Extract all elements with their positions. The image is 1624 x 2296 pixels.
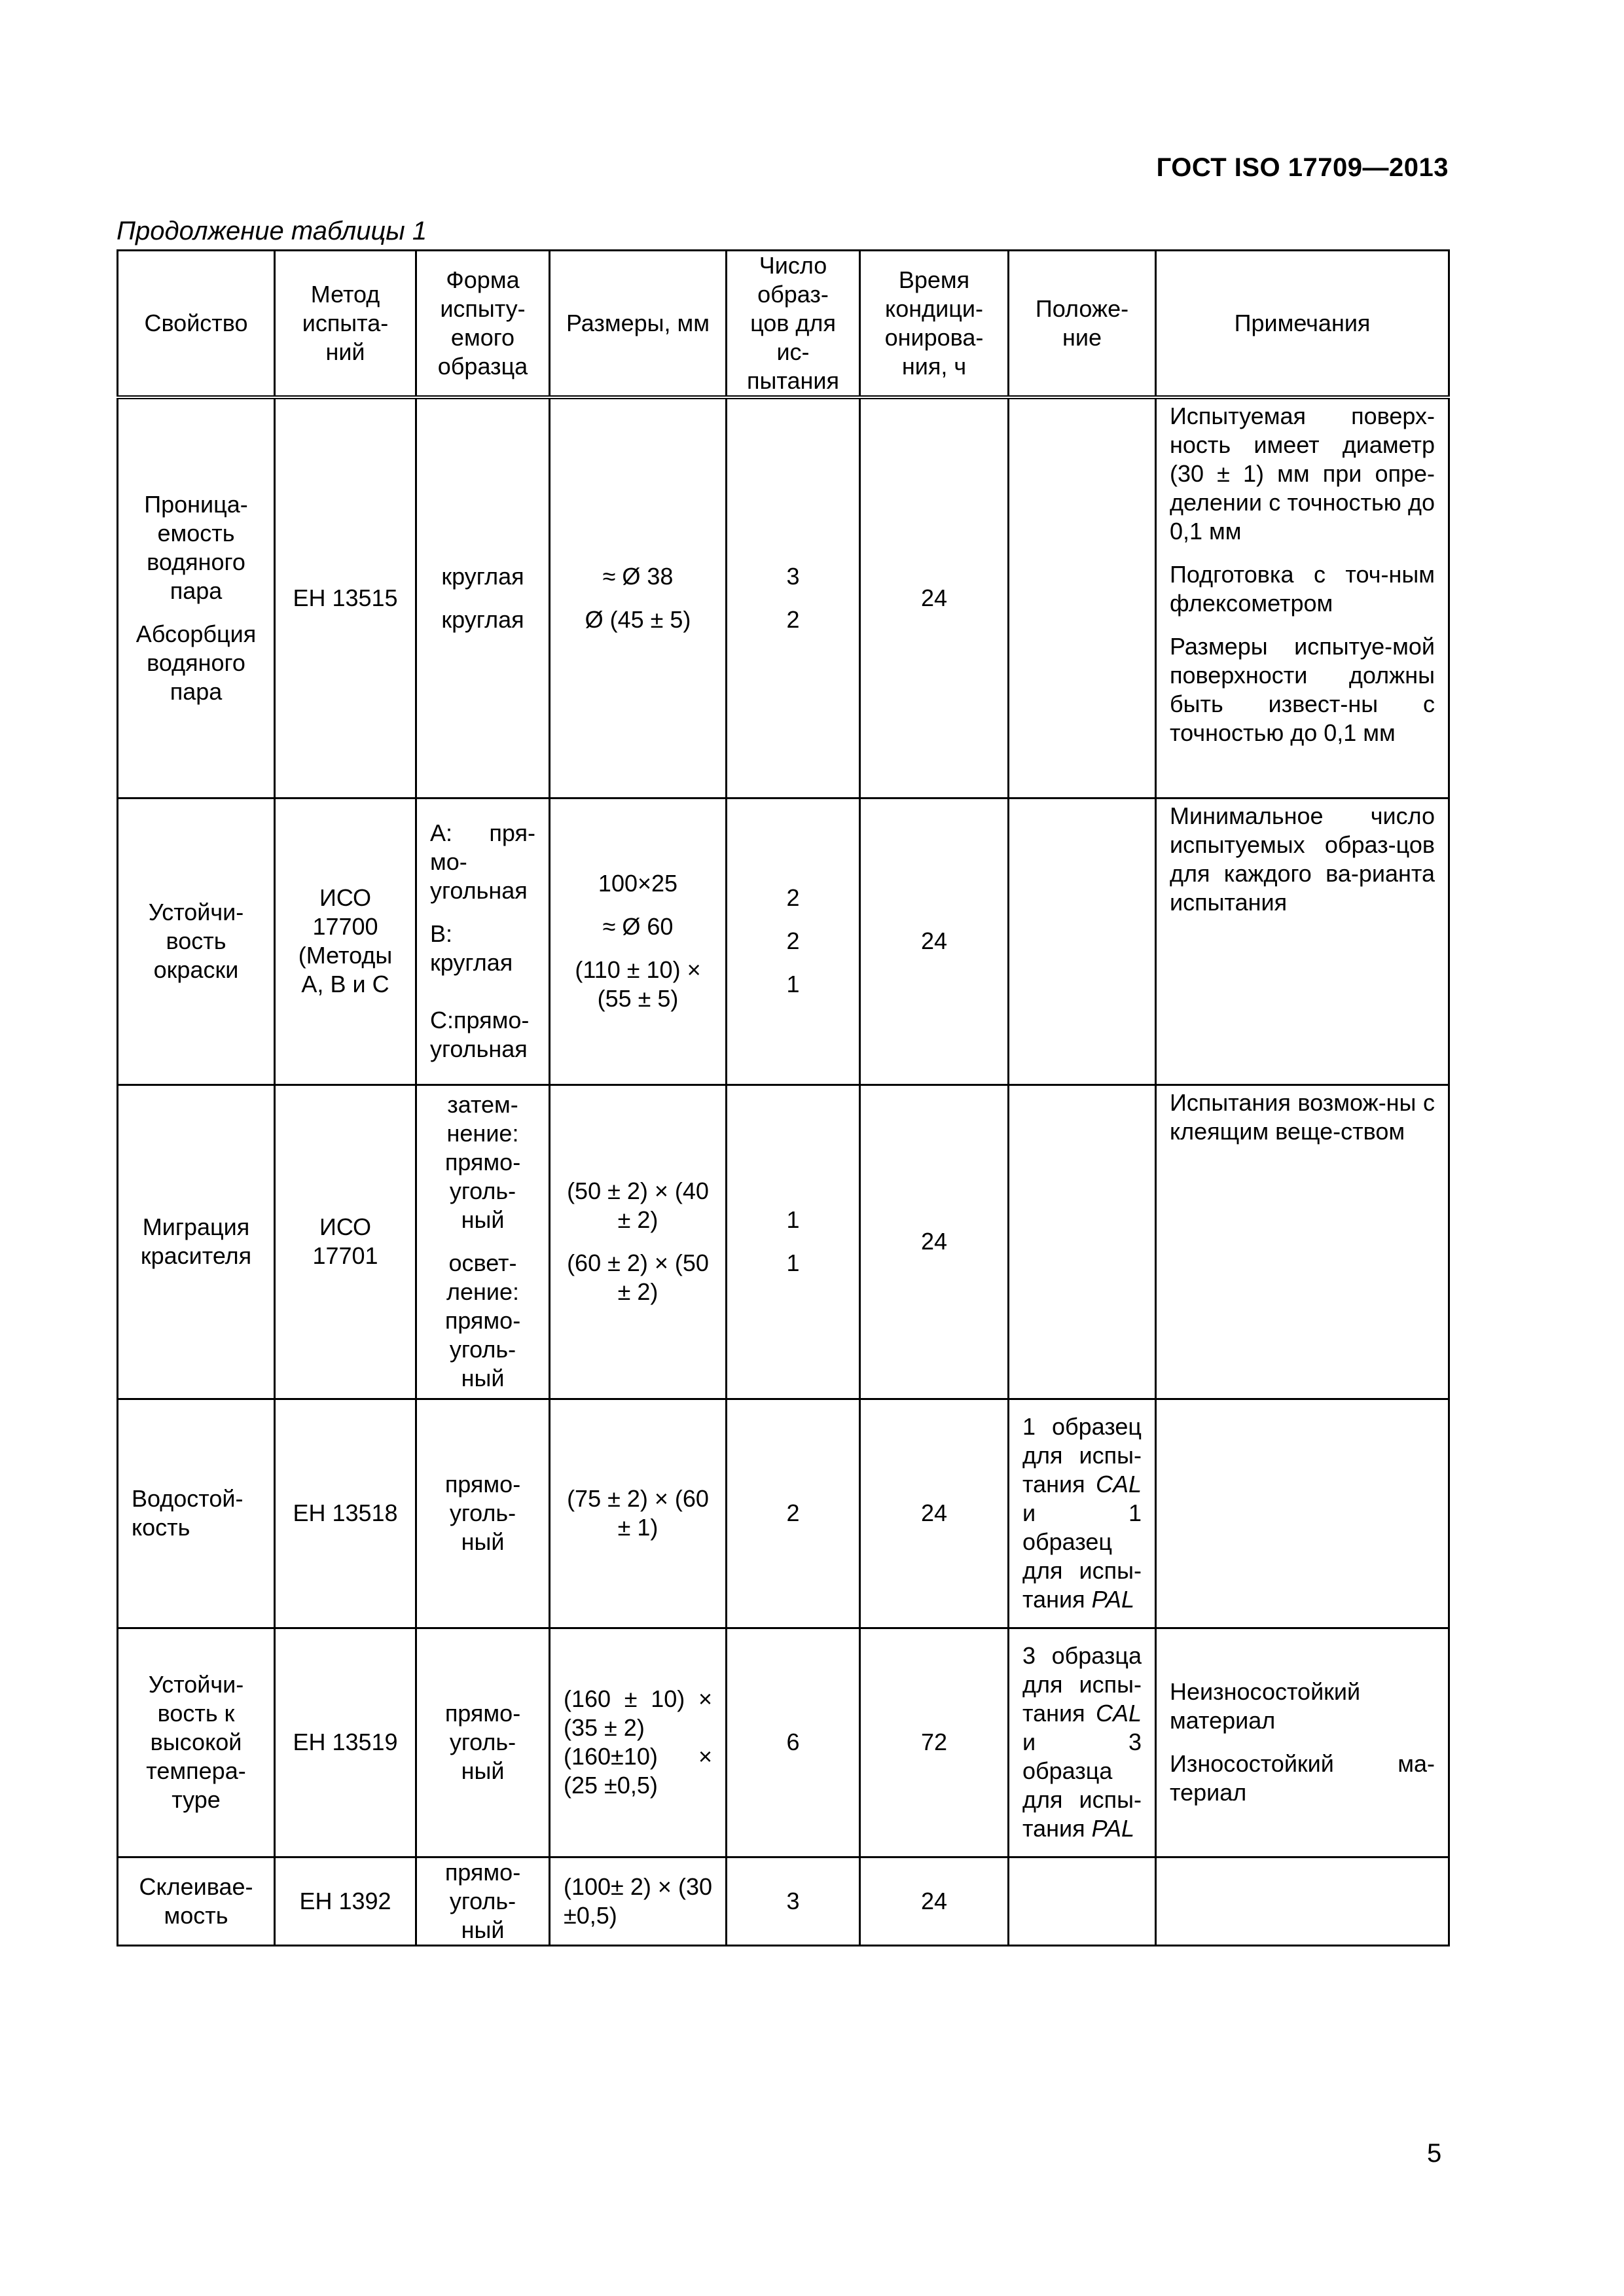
cell-size xyxy=(550,397,727,798)
cell-text: Испытуемая поверх-ность имеет диаметр (30 ± 1) мм при опре-делении с точностью до 0,1 мм xyxy=(1170,403,1435,545)
cell-form: прямо-уголь-ный xyxy=(416,1628,550,1857)
cell-text: CAL xyxy=(1095,1471,1142,1498)
cell-position xyxy=(1009,397,1156,798)
cell-text: ≈ Ø 60 xyxy=(602,913,674,940)
cell-time: 24 xyxy=(860,1399,1009,1628)
header-position: Положе-ние xyxy=(1009,251,1156,398)
cell-text: 1 xyxy=(786,1206,800,1233)
cell-text: PAL xyxy=(1091,1586,1134,1613)
cell-notes xyxy=(1156,1628,1449,1857)
cell-time: 72 xyxy=(860,1628,1009,1857)
cell-form xyxy=(416,798,550,1085)
table-row xyxy=(118,1399,1449,1628)
cell-text: Ø (45 ± 5) xyxy=(585,605,691,633)
table-row xyxy=(118,798,1449,1085)
cell-text: (160 ± 10) × (35 ± 2) xyxy=(564,1685,712,1741)
header-time: Время кондици-онирова-ния, ч xyxy=(860,251,1009,398)
cell-position xyxy=(1009,1857,1156,1945)
cell-text: А: пря-мо-угольная xyxy=(430,819,535,904)
cell-text: ≈ Ø 38 xyxy=(602,562,674,590)
header-method: Метод испыта-ний xyxy=(275,251,416,398)
cell-text: (110 ± 10) × (55 ± 5) xyxy=(575,956,701,1012)
page-number: 5 xyxy=(1427,2139,1442,2168)
cell-position xyxy=(1009,1399,1156,1628)
cell-property: Склеивае-мость xyxy=(118,1857,275,1945)
cell-text: и 1 образец для испы-тания xyxy=(1022,1499,1142,1613)
cell-text: PAL xyxy=(1091,1815,1134,1842)
cell-text: 3 образца для испы-тания xyxy=(1022,1642,1142,1727)
cell-method: ЕН 13519 xyxy=(275,1628,416,1857)
cell-text: Проница-емость водяного пара xyxy=(144,490,248,604)
cell-text: (160±10) × (25 ±0,5) xyxy=(564,1743,712,1799)
cell-text: 1 xyxy=(786,971,800,997)
cell-property: Водостой-кость xyxy=(118,1399,275,1628)
cell-method: ИСО 17701 xyxy=(275,1085,416,1399)
cell-text: Износостойкий ма-териал xyxy=(1170,1750,1435,1806)
cell-text: Абсорбция водяного пара xyxy=(135,620,257,705)
cell-notes xyxy=(1156,1857,1449,1945)
cell-property: Миграция красителя xyxy=(118,1085,275,1399)
cell-count xyxy=(727,1085,860,1399)
cell-count: 2 xyxy=(727,1399,860,1628)
table-row xyxy=(118,1085,1449,1399)
cell-time: 24 xyxy=(860,1085,1009,1399)
table-row xyxy=(118,397,1449,798)
cell-method: ЕН 13518 xyxy=(275,1399,416,1628)
table-header-row xyxy=(118,251,1449,398)
cell-text: Подготовка с точ-ным флексометром xyxy=(1170,561,1435,617)
cell-text: круглая xyxy=(441,605,524,633)
table-caption: Продолжение таблицы 1 xyxy=(117,217,427,245)
cell-property: Устойчи-вость окраски xyxy=(118,798,275,1085)
cell-method: ИСО 17700 (Методы А, В и С xyxy=(275,798,416,1085)
header-notes: Примечания xyxy=(1156,251,1449,398)
cell-count: 3 xyxy=(727,1857,860,1945)
cell-property xyxy=(118,397,275,798)
cell-notes: Минимальное число испытуемых образ-цов для каждого ва-рианта испытания xyxy=(1156,798,1449,1085)
header-property: Свойство xyxy=(118,251,275,398)
cell-text: 2 xyxy=(786,884,800,911)
cell-method: ЕН 13515 xyxy=(275,397,416,798)
cell-size xyxy=(550,1085,727,1399)
cell-text: и 3 образца для испы-тания xyxy=(1022,1729,1142,1842)
cell-size: (75 ± 2) × (60 ± 1) xyxy=(550,1399,727,1628)
cell-form: прямо-уголь-ный xyxy=(416,1857,550,1945)
cell-form xyxy=(416,1085,550,1399)
cell-method: ЕН 1392 xyxy=(275,1857,416,1945)
cell-position xyxy=(1009,1628,1156,1857)
cell-text: (60 ± 2) × (50 ± 2) xyxy=(567,1249,709,1305)
cell-text: 1 образец для испы-тания xyxy=(1022,1413,1142,1498)
cell-text: 1 xyxy=(786,1249,800,1276)
cell-notes: Испытания возмож-ны с клеящим веще-ством xyxy=(1156,1085,1449,1399)
cell-position xyxy=(1009,798,1156,1085)
cell-size: (100± 2) × (30 ±0,5) xyxy=(550,1857,727,1945)
header-form: Форма испыту-емого образца xyxy=(416,251,550,398)
header-size: Размеры, мм xyxy=(550,251,727,398)
cell-position xyxy=(1009,1085,1156,1399)
table-row xyxy=(118,1628,1449,1857)
cell-text: С:прямо-угольная xyxy=(430,1007,530,1062)
cell-size xyxy=(550,798,727,1085)
cell-text: В: круглая xyxy=(430,920,513,976)
cell-text: Неизносостойкий материал xyxy=(1170,1678,1361,1734)
cell-notes xyxy=(1156,1399,1449,1628)
cell-text: CAL xyxy=(1095,1700,1142,1727)
cell-text: 2 xyxy=(786,605,800,633)
cell-property: Устойчи-вость к высокой темпера-туре xyxy=(118,1628,275,1857)
cell-text: круглая xyxy=(441,562,524,590)
cell-time: 24 xyxy=(860,397,1009,798)
cell-text: Размеры испытуе-мой поверхности должны быть извест-ны с точностью до 0,1 мм xyxy=(1170,633,1435,746)
cell-text: затем-нение: прямо-уголь-ный xyxy=(444,1091,521,1233)
cell-time: 24 xyxy=(860,798,1009,1085)
cell-text: (50 ± 2) × (40 ± 2) xyxy=(567,1177,709,1233)
cell-text: 100×25 xyxy=(598,870,678,897)
document-code: ГОСТ ISO 17709—2013 xyxy=(1156,153,1449,182)
cell-text: освет-ление: прямо-уголь-ный xyxy=(444,1249,521,1391)
cell-count xyxy=(727,798,860,1085)
cell-form: прямо-уголь-ный xyxy=(416,1399,550,1628)
cell-time: 24 xyxy=(860,1857,1009,1945)
cell-size xyxy=(550,1628,727,1857)
cell-count xyxy=(727,397,860,798)
cell-text: 2 xyxy=(786,927,800,954)
properties-table xyxy=(117,249,1450,1946)
table-row xyxy=(118,1857,1449,1945)
cell-notes xyxy=(1156,397,1449,798)
cell-form xyxy=(416,397,550,798)
header-count: Число образ-цов для ис-пытания xyxy=(727,251,860,398)
cell-count: 6 xyxy=(727,1628,860,1857)
cell-text: 3 xyxy=(786,562,800,590)
